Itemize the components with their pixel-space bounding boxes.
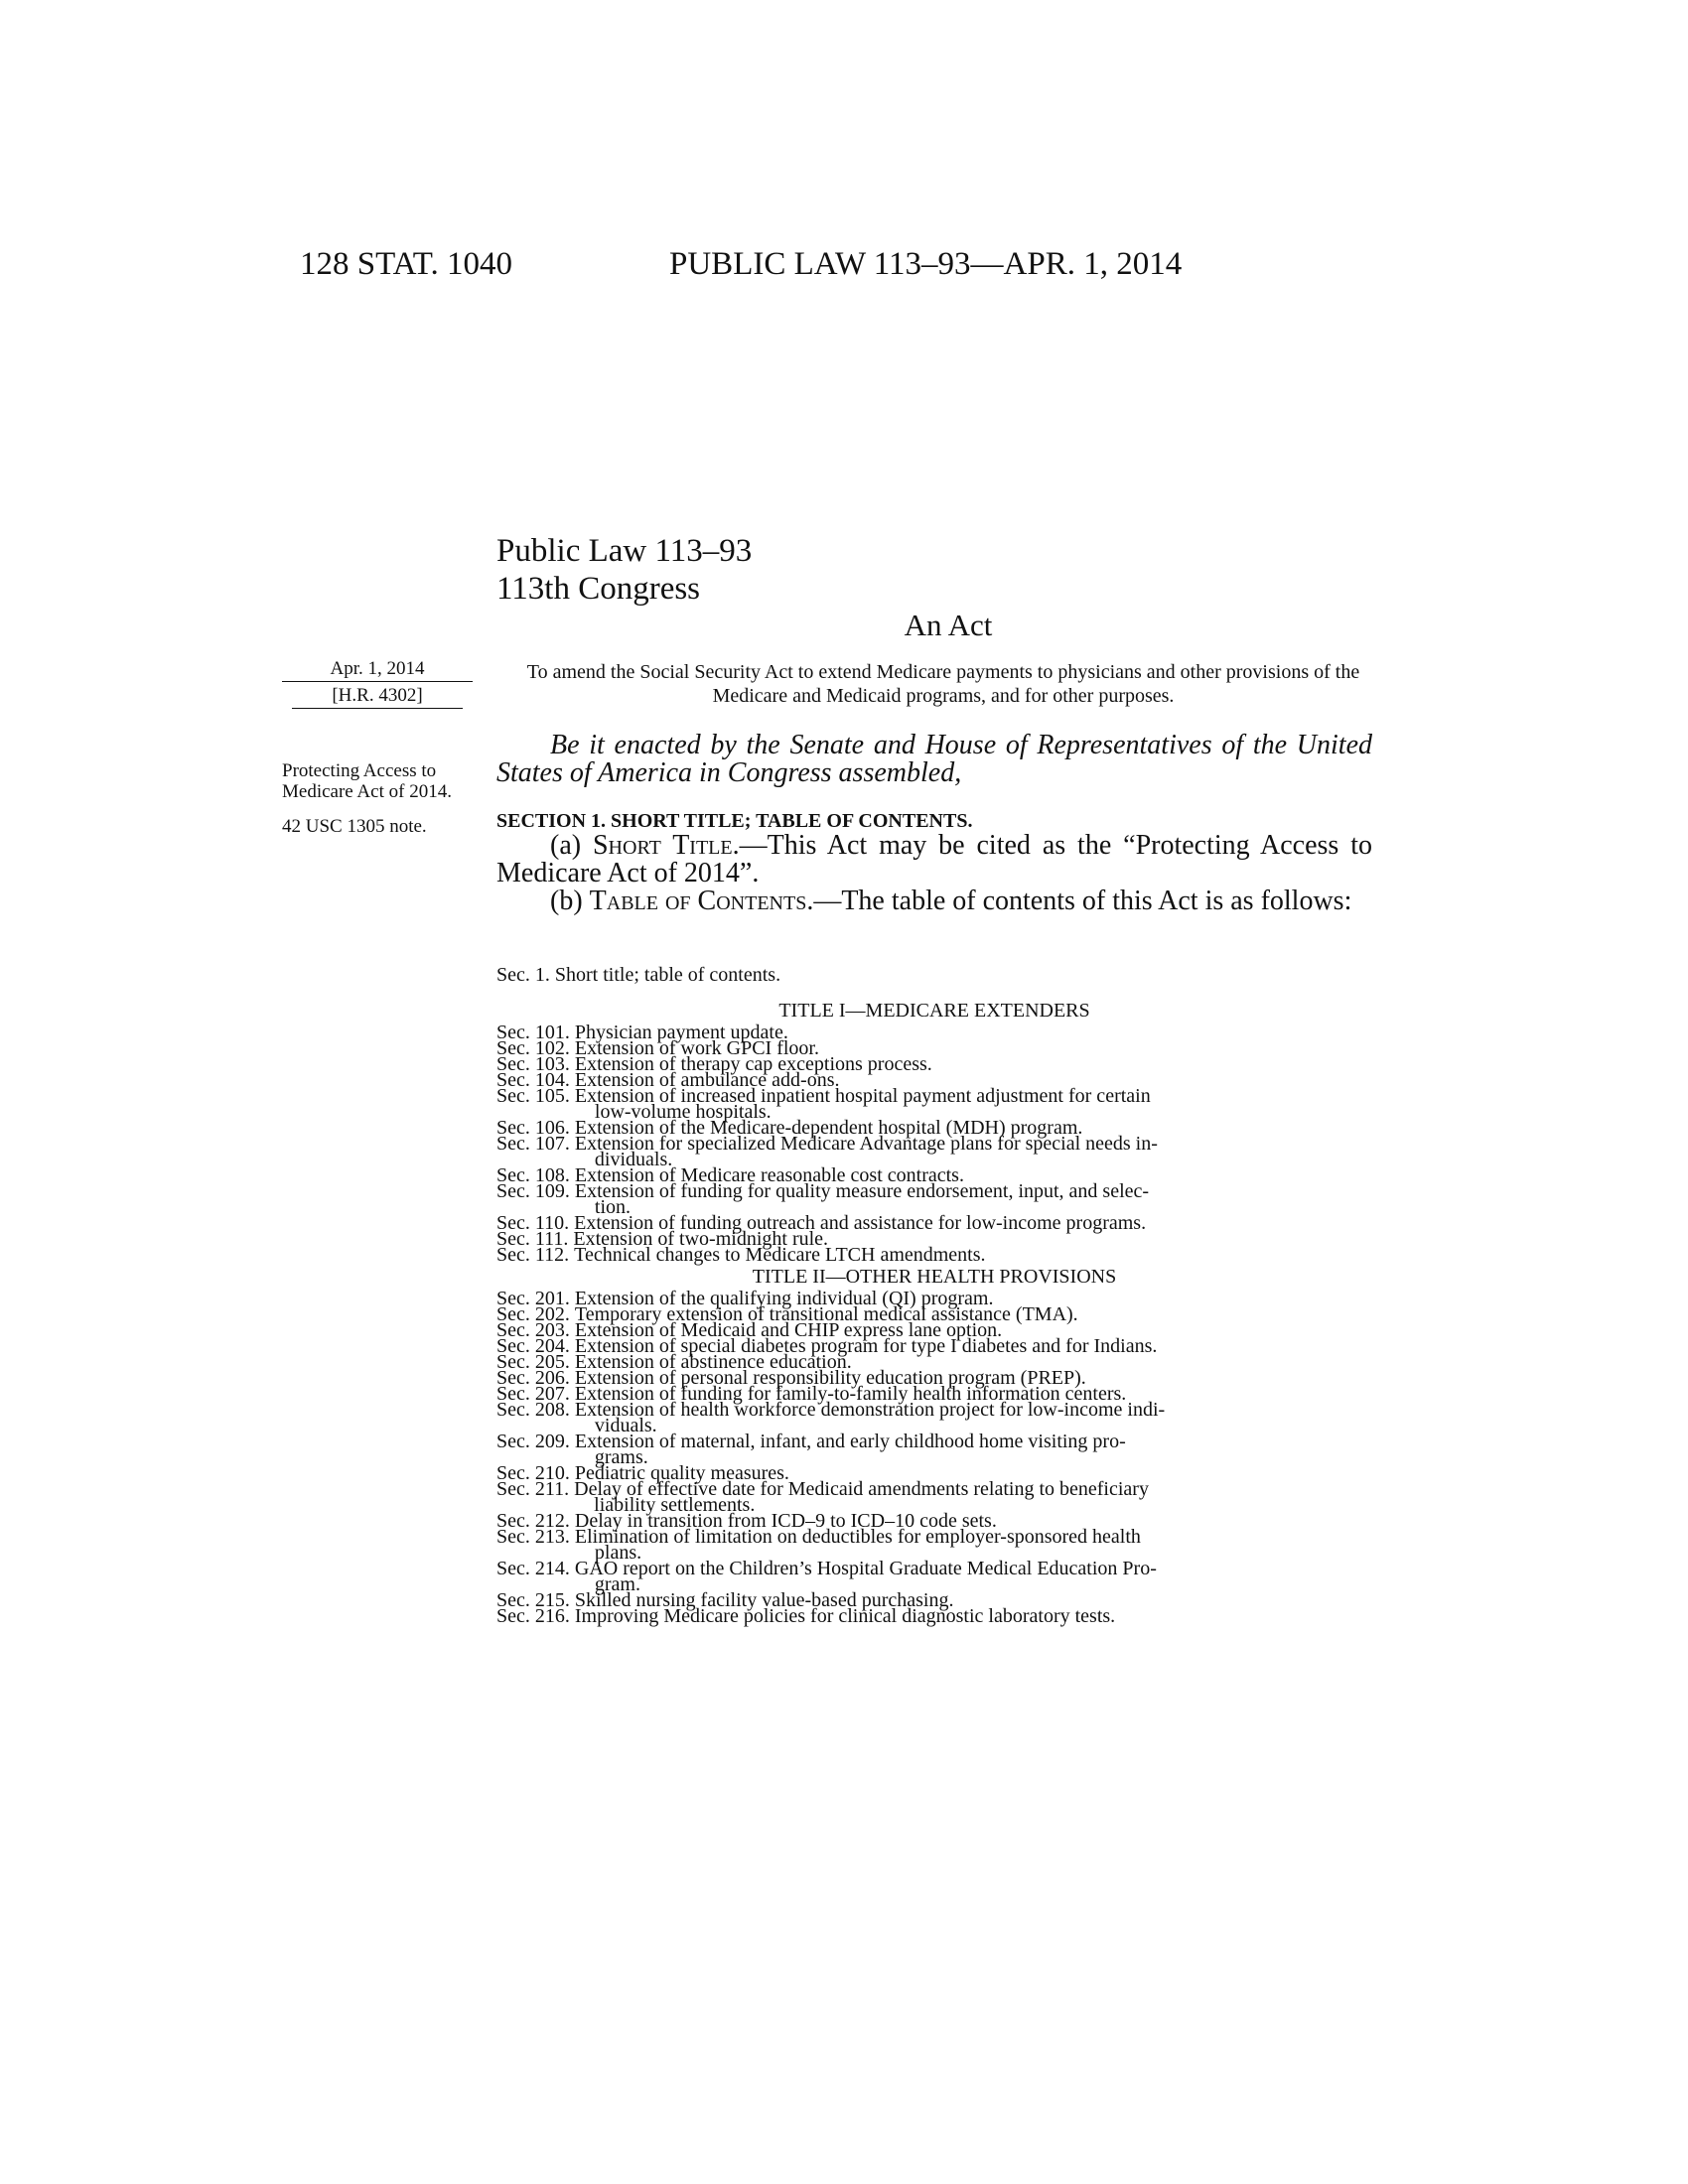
- toc-sec-title-line: Extension of funding for family-to-family health information centers.: [574, 1383, 1127, 1405]
- toc-sec-title-continuation: gram.: [594, 1573, 640, 1595]
- page-header: [300, 246, 1183, 283]
- toc-sec-title-line: Technical changes to Medicare LTCH amendments.: [574, 1244, 986, 1266]
- toc-sec-number: Sec. 212.: [496, 1510, 575, 1532]
- toc-sec-number: Sec. 201.: [496, 1288, 575, 1309]
- toc-sec-number: Sec. 106.: [496, 1117, 575, 1139]
- toc-sec-number: Sec. 204.: [496, 1335, 575, 1357]
- toc-sec-title: [574, 1244, 1372, 1266]
- act-heading: An Act: [904, 608, 993, 642]
- toc-sec-title-continuation: plans.: [594, 1542, 642, 1564]
- toc-sec-number: Sec. 109.: [496, 1180, 575, 1202]
- toc-sec-number: Sec. 213.: [496, 1526, 575, 1548]
- act-purpose: To amend the Social Security Act to extend Medicare payments to physicians and other provisions of the Medicare and Medicaid programs, and for other purposes.: [526, 661, 1360, 707]
- toc-sec-number: Sec. 211.: [496, 1478, 575, 1500]
- section-heading: SECTION 1. SHORT TITLE; TABLE OF CONTENTS.: [496, 810, 973, 832]
- toc-sec-title-continuation: low-volume hospitals.: [594, 1101, 772, 1123]
- stat-page-number: 128 STAT. 1040: [300, 246, 513, 282]
- toc-sec-title-continuation: grams.: [594, 1446, 648, 1468]
- margin-usc-note: 42 USC 1305 note.: [282, 816, 427, 837]
- paragraph-table-of-contents: [496, 887, 1372, 915]
- toc-sec-title: [574, 1526, 1372, 1564]
- para-text: .—The table of contents of this Act is as follows:: [806, 886, 1352, 916]
- running-head: PUBLIC LAW 113–93—APR. 1, 2014: [669, 246, 1183, 282]
- toc-entry: [496, 1180, 1372, 1218]
- toc-sec-title: [574, 1431, 1372, 1468]
- toc-sec-title-line: Extension of funding outreach and assistance for low-income programs.: [574, 1212, 1147, 1234]
- toc-sec-title-continuation: liability settlements.: [594, 1494, 756, 1516]
- toc-sec-number: Sec. 108.: [496, 1164, 575, 1186]
- toc-entry: [496, 1133, 1372, 1170]
- toc-sec-title-line: Extension of ambulance add-ons.: [574, 1069, 840, 1091]
- margin-notes: [282, 658, 473, 837]
- toc-sec-number: Sec. 210.: [496, 1462, 575, 1484]
- toc-sec-title: Short title; table of contents.: [554, 964, 781, 986]
- toc-sec-title-line: Extension of funding for quality measure endorsement, input, and selec-: [574, 1180, 1150, 1202]
- para-text: .—This Act may be cited as the “Protecting Access to Medicare Act of 2014”.: [496, 830, 1372, 888]
- toc-sec-number: Sec. 216.: [496, 1605, 575, 1627]
- toc-sec-number: Sec. 110.: [496, 1212, 575, 1234]
- table-of-contents: [496, 964, 1372, 1627]
- toc-sec-title: [574, 1180, 1372, 1218]
- toc-sec-number: Sec. 107.: [496, 1133, 575, 1155]
- toc-title-2-list: [496, 1288, 1372, 1627]
- toc-sec-number: Sec. 208.: [496, 1399, 575, 1421]
- toc-sec-title-line: Elimination of limitation on deductibles for employer-sponsored health: [574, 1526, 1141, 1548]
- toc-sec-number: Sec. 1.: [496, 964, 555, 986]
- toc-sec-number: Sec. 215.: [496, 1589, 575, 1611]
- toc-sec-title-line: Extension of special diabetes program for type I diabetes and for Indians.: [574, 1335, 1158, 1357]
- toc-title-heading: TITLE II—OTHER HEALTH PROVISIONS: [752, 1266, 1117, 1288]
- toc-sec-title-line: Improving Medicare policies for clinical diagnostic laboratory tests.: [574, 1605, 1116, 1627]
- toc-sec-number: Sec. 101.: [496, 1022, 575, 1043]
- toc-title-heading: TITLE I—MEDICARE EXTENDERS: [778, 1000, 1090, 1022]
- toc-sec-title-line: Extension of health workforce demonstration project for low-income indi-: [574, 1399, 1166, 1421]
- toc-entry: [496, 1526, 1372, 1564]
- toc-sec-number: Sec. 202.: [496, 1303, 575, 1325]
- toc-sec-title: [574, 1085, 1372, 1123]
- toc-sec-title-continuation: dividuals.: [594, 1149, 673, 1170]
- toc-sec-title-line: GAO report on the Children’s Hospital Graduate Medical Education Pro-: [574, 1558, 1157, 1579]
- toc-sec-title-line: Extension of therapy cap exceptions process.: [574, 1053, 932, 1075]
- toc-sec-title-line: Extension of work GPCI floor.: [574, 1037, 819, 1059]
- toc-entry: [496, 1244, 1372, 1266]
- toc-sec-title-line: Physician payment update.: [574, 1022, 788, 1043]
- toc-sec-number: Sec. 203.: [496, 1319, 575, 1341]
- toc-sec-title-continuation: viduals.: [594, 1415, 657, 1436]
- toc-sec-title-line: Extension of the Medicare-dependent hospital (MDH) program.: [574, 1117, 1083, 1139]
- toc-sec-number: Sec. 104.: [496, 1069, 575, 1091]
- toc-sec-number: Sec. 103.: [496, 1053, 575, 1075]
- toc-sec-title: [574, 1478, 1372, 1516]
- toc-sec-title-line: Extension of Medicare reasonable cost contracts.: [574, 1164, 964, 1186]
- toc-sec-number: Sec. 207.: [496, 1383, 575, 1405]
- toc-sec-number: Sec. 112.: [496, 1244, 575, 1266]
- toc-sec-title-line: Temporary extension of transitional medical assistance (TMA).: [574, 1303, 1078, 1325]
- para-marker: (a): [550, 830, 593, 861]
- toc-entry: [496, 964, 1372, 986]
- toc-sec-title-line: Pediatric quality measures.: [574, 1462, 789, 1484]
- toc-sec-number: Sec. 206.: [496, 1367, 575, 1389]
- congress: 113th Congress: [496, 571, 701, 607]
- toc-sec-title-line: Skilled nursing facility value-based purchasing.: [574, 1589, 954, 1611]
- toc-sec-title: [574, 1133, 1372, 1170]
- para-heading: Short Title: [592, 830, 733, 861]
- toc-sec-number: Sec. 111.: [496, 1228, 574, 1250]
- toc-sec-title-line: Extension of Medicaid and CHIP express lane option.: [574, 1319, 1003, 1341]
- toc-entry: [496, 1478, 1372, 1516]
- toc-sec-title-line: Extension of two-midnight rule.: [573, 1228, 829, 1250]
- toc-entry: [496, 1085, 1372, 1123]
- toc-sec-title-line: Extension of abstinence education.: [574, 1351, 852, 1373]
- toc-sec-number: Sec. 214.: [496, 1558, 575, 1579]
- toc-sec-title: [574, 1558, 1372, 1595]
- toc-sec-title-line: Extension of personal responsibility education program (PREP).: [574, 1367, 1086, 1389]
- toc-entry: [496, 1558, 1372, 1595]
- toc-sec-title-line: Extension of increased inpatient hospital payment adjustment for certain: [574, 1085, 1151, 1107]
- enacting-clause: Be it enacted by the Senate and House of Representatives of the United States of America in Congress assembled,: [496, 730, 1372, 788]
- toc-sec-number: Sec. 105.: [496, 1085, 575, 1107]
- toc-sec-title: [574, 1605, 1372, 1627]
- law-title-block: [496, 532, 752, 608]
- margin-date: Apr. 1, 2014: [282, 658, 473, 682]
- toc-title-1-list: [496, 1022, 1372, 1266]
- toc-sec-title: [574, 1399, 1372, 1436]
- toc-entry: [496, 1399, 1372, 1436]
- para-heading: Table of Contents: [589, 886, 807, 916]
- toc-sec-title-line: Extension of maternal, infant, and early childhood home visiting pro-: [574, 1431, 1126, 1452]
- toc-entry: [496, 1431, 1372, 1468]
- toc-sec-title-line: Delay in transition from ICD–9 to ICD–10 code sets.: [574, 1510, 997, 1532]
- toc-sec-number: Sec. 102.: [496, 1037, 575, 1059]
- margin-bill-number: [H.R. 4302]: [292, 682, 463, 709]
- paragraph-short-title: [496, 832, 1372, 887]
- toc-sec-title-continuation: tion.: [594, 1196, 632, 1218]
- toc-sec-number: Sec. 205.: [496, 1351, 575, 1373]
- toc-sec-title-line: Extension for specialized Medicare Advantage plans for special needs in-: [574, 1133, 1158, 1155]
- para-marker: (b): [550, 886, 590, 916]
- toc-entry: [496, 1605, 1372, 1627]
- law-number: Public Law 113–93: [496, 533, 753, 569]
- toc-sec-title-line: Delay of effective date for Medicaid amendments relating to beneficiary: [574, 1478, 1149, 1500]
- toc-sec-number: Sec. 209.: [496, 1431, 575, 1452]
- toc-sec-title-line: Extension of the qualifying individual (QI) program.: [574, 1288, 994, 1309]
- margin-short-title-note: Protecting Access to Medicare Act of 2014.: [282, 760, 452, 802]
